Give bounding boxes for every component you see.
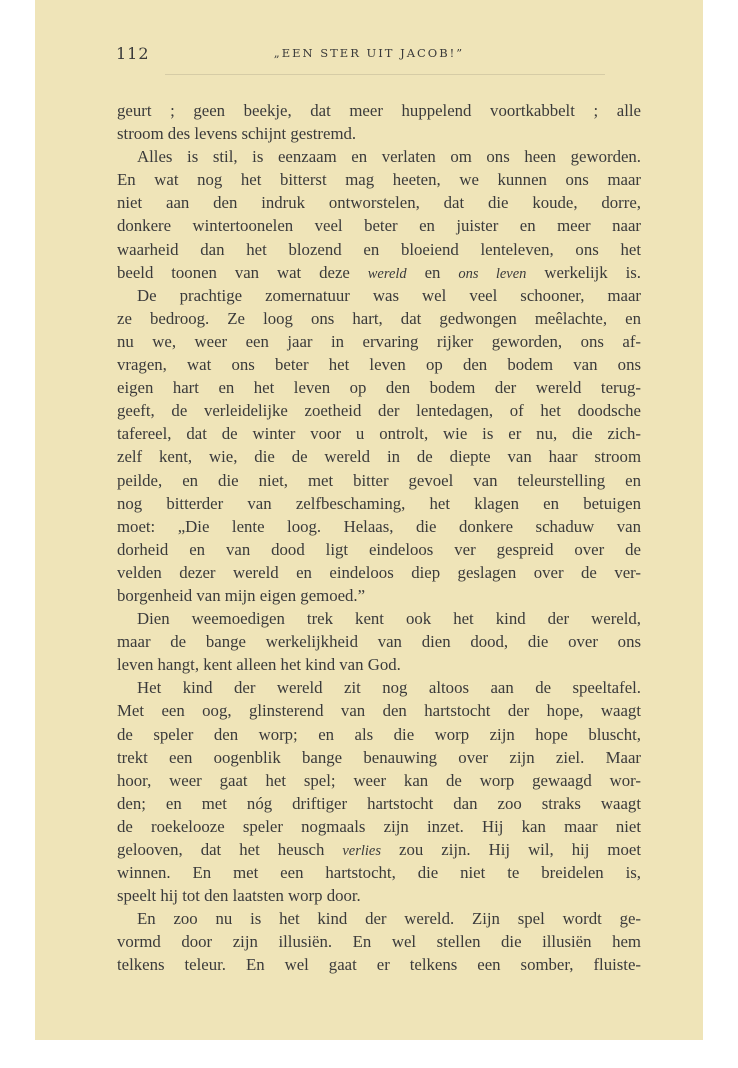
running-title: „EEN STER UIT JACOB!”: [273, 46, 465, 60]
text-line: Alles is stil, is eenzaam en verlaten om ons heen geworden.: [137, 147, 641, 167]
text-line: geurt ; geen beekje, dat meer huppelend voortkabbelt ; alle: [117, 101, 641, 120]
text-line: moet: „Die lente loog. Helaas, die donkere schaduw van: [117, 516, 641, 536]
italic-word: wereld: [367, 265, 407, 282]
text-line: niet aan den indruk ontworstelen, dat die koude, dorre,: [117, 193, 641, 213]
text-line: den; en met nóg driftiger hartstocht dan zoo straks waagt: [117, 793, 641, 813]
italic-word: verlies: [342, 843, 381, 859]
text-fragment: beeld toonen van wat deze: [117, 262, 368, 282]
book-page: [35, 0, 703, 1040]
text-line: vragen, wat ons beter het leven op den bodem van ons: [117, 355, 641, 375]
text-line: winnen. En met een hartstocht, die niet te breidelen is,: [117, 863, 641, 883]
page-header: [35, 44, 703, 66]
text-fragment: werkelijk is.: [526, 262, 641, 282]
italic-word: ons leven: [458, 265, 527, 282]
text-line: En wat nog het bitterst mag heeten, we kunnen ons maar: [117, 170, 641, 190]
text-line: waarheid dan het blozend en bloeiend lenteleven, ons het: [117, 239, 641, 259]
text-line: zelf kent, wie, die de wereld in de diepte van haar stroom: [117, 447, 641, 467]
text-line: En zoo nu is het kind der wereld. Zijn spel wordt ge-: [137, 909, 641, 929]
text-line: Het kind der wereld zit nog altoos aan de speeltafel.: [137, 678, 641, 698]
text-line: speelt hij tot den laatsten worp door.: [117, 886, 361, 906]
text-fragment: zou zijn. Hij wil, hij moet: [381, 840, 641, 859]
text-line: dorheid en van dood ligt eindeloos ver gespreid over de: [117, 539, 641, 559]
text-line: leven hangt, kent alleen het kind van God.: [117, 655, 401, 675]
text-line: borgenheid van mijn eigen gemoed.”: [117, 585, 366, 605]
text-line: maar de bange werkelijkheid van dien dood, die over ons: [117, 632, 641, 652]
text-line: tafereel, dat de winter voor u ontrolt, wie is er nu, die zich-: [117, 424, 641, 444]
text-line: [117, 838, 641, 861]
text-line: hoor, weer gaat het spel; weer kan de worp gewaagd wor-: [117, 770, 641, 790]
text-fragment: gelooven, dat het heusch: [117, 840, 343, 859]
text-line: peilde, en die niet, met bitter gevoel van teleurstelling en: [117, 470, 641, 490]
text-line: eigen hart en het leven op den bodem der wereld terug-: [117, 378, 641, 398]
text-line: vormd door zijn illusiën. En wel stellen die illusiën hem: [117, 932, 641, 952]
text-line: de speler den worp; en als die worp zijn hope bluscht,: [117, 724, 641, 744]
text-line: nu we, weer een jaar in ervaring rijker geworden, ons af-: [117, 331, 641, 351]
text-line: donkere wintertoonelen veel beter en juister en meer naar: [117, 216, 641, 236]
body-text: [117, 99, 641, 977]
text-line: velden dezer wereld en eindeloos diep geslagen over de ver-: [117, 562, 641, 582]
text-line: Met een oog, glinsterend van den hartstocht der hope, waagt: [117, 701, 641, 721]
text-line: De prachtige zomernatuur was wel veel schooner, maar: [137, 285, 641, 305]
text-line: telkens teleur. En wel gaat er telkens een somber, fluiste-: [117, 955, 641, 975]
text-line: de roekelooze speler nogmaals zijn inzet. Hij kan maar niet: [117, 816, 641, 836]
header-divider: [165, 74, 605, 75]
text-line: ze bedroog. Ze loog ons hart, dat gedwongen meêlachte, en: [117, 308, 641, 328]
text-line: stroom des levens schijnt gestremd.: [117, 124, 357, 144]
page-number: 112: [116, 44, 150, 63]
text-line: [117, 261, 641, 284]
text-line: nog bitterder van zelfbeschaming, het klagen en betuigen: [117, 493, 641, 513]
text-line: Dien weemoedigen trek kent ook het kind der wereld,: [137, 609, 641, 629]
text-line: geeft, de verleidelijke zoetheid der lentedagen, of het doodsche: [117, 401, 641, 421]
text-fragment: en: [406, 262, 459, 282]
text-line: trekt een oogenblik bange benauwing over zijn ziel. Maar: [117, 747, 641, 767]
